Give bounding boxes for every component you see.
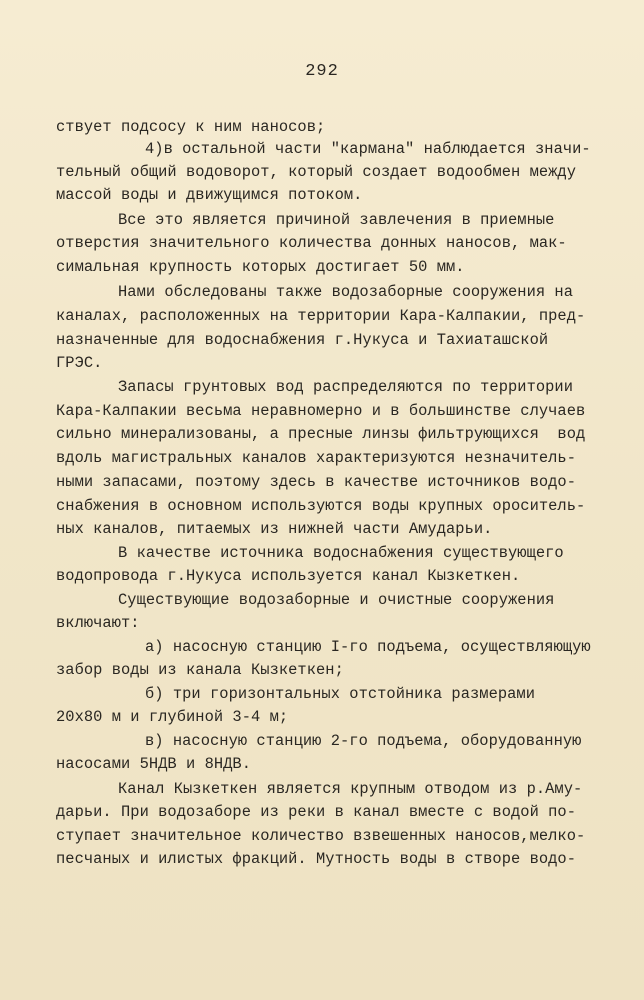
text-line: насосами 5НДВ и 8НДВ. <box>56 755 252 773</box>
text-line: тельный общий водоворот, который создает водообмен между <box>56 163 577 181</box>
text-line: Кара-Калпакии весьма неравномерно и в большинстве случаев <box>56 402 586 420</box>
text-line: Канал Кызкеткен является крупным отводом из р.Аму- <box>118 780 583 798</box>
text-line: симальная крупность которых достигает 50 мм. <box>56 258 465 276</box>
text-line: ГРЭС. <box>56 354 103 372</box>
text-line: снабжения в основном используются воды крупных ороситель- <box>56 497 586 515</box>
text-line: отверстия значительного количества донных наносов, мак- <box>56 234 567 252</box>
text-line: песчаных и илистых фракций. Мутность воды в створе водо- <box>56 850 577 868</box>
text-line: Все это является причиной завлечения в приемные <box>118 211 555 229</box>
text-line: В качестве источника водоснабжения существующего <box>118 544 564 562</box>
text-line: забор воды из канала Кызкеткен; <box>56 661 344 679</box>
text-line: ных каналов, питаемых из нижней части Амударьи. <box>56 520 493 538</box>
text-line: 4)в остальной части "кармана" наблюдается значи- <box>145 140 591 158</box>
text-line: сильно минерализованы, а пресные линзы фильтрующихся вод <box>56 425 586 443</box>
page-number: 292 <box>305 62 339 81</box>
text-line: в) насосную станцию 2-го подъема, оборудованную <box>145 732 582 750</box>
text-line: ступает значительное количество взвешенных наносов,мелко- <box>56 827 586 845</box>
text-line: Нами обследованы также водозаборные сооружения на <box>118 283 574 301</box>
text-line: включают: <box>56 614 140 632</box>
text-line: вдоль магистральных каналов характеризуются незначитель- <box>56 449 577 467</box>
text-line: водопровода г.Нукуса используется канал Кызкеткен. <box>56 567 521 585</box>
text-line: Запасы грунтовых вод распределяются по территории <box>118 378 574 396</box>
text-line: а) насосную станцию I-го подъема, осуществляющую <box>145 638 591 656</box>
text-line: дарьи. При водозаборе из реки в канал вместе с водой по- <box>56 803 577 821</box>
text-line: массой воды и движущимся потоком. <box>56 186 363 204</box>
text-line: назначенные для водоснабжения г.Нукуса и Тахиаташской <box>56 331 549 349</box>
text-line: 20х80 м и глубиной 3-4 м; <box>56 708 289 726</box>
text-line: ствует подсосу к ним наносов; <box>56 118 326 136</box>
text-line: ными запасами, поэтому здесь в качестве источников водо- <box>56 473 577 491</box>
text-line: Существующие водозаборные и очистные сооружения <box>118 591 555 609</box>
text-line: каналах, расположенных на территории Кара-Калпакии, пред- <box>56 307 586 325</box>
text-line: б) три горизонтальных отстойника размерами <box>145 685 536 703</box>
